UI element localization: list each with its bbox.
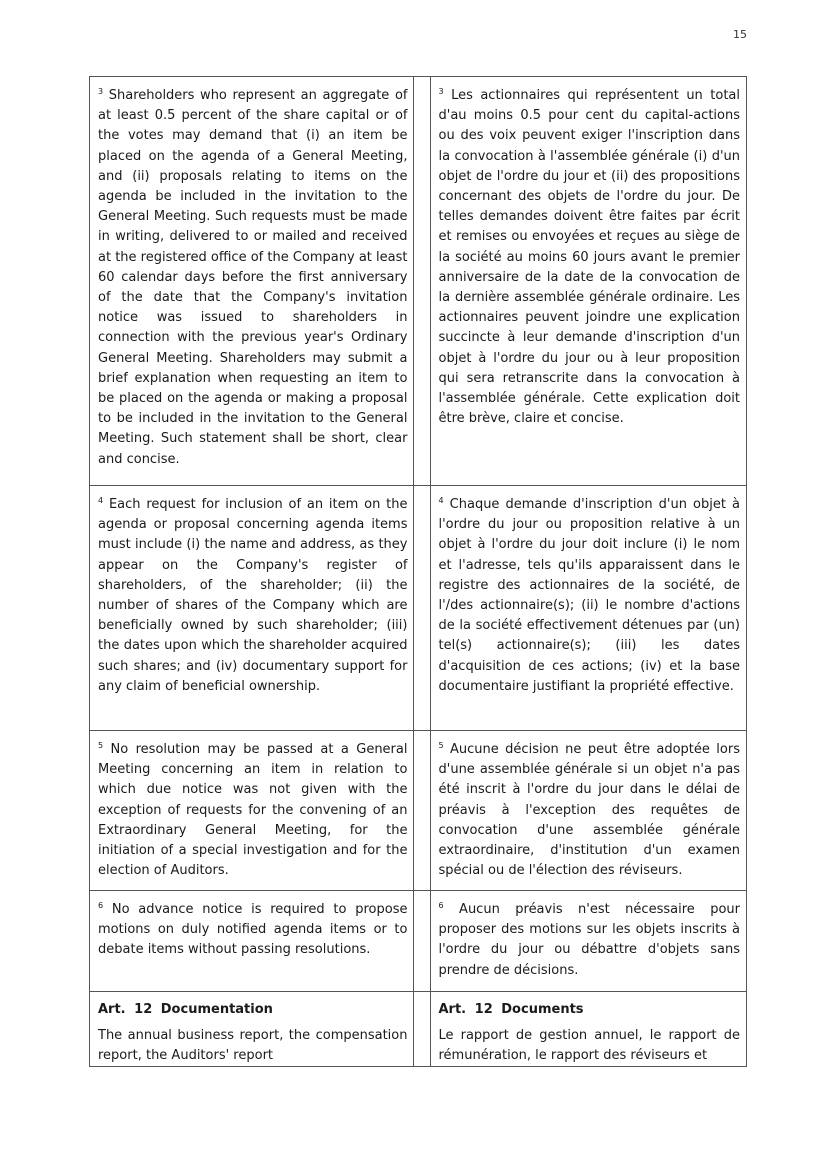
paragraph-text: No resolution may be passed at a General Meeting concerning an item in relation to which due notice was not given with the exception of requests for the convening of an Extraordinary General Meeting, for the initiation of a special investigation and for the election of Auditors. [98, 742, 408, 879]
table-row [90, 731, 747, 891]
french-cell [430, 77, 747, 486]
paragraph-number: 4 [438, 496, 444, 505]
article-block-fr [431, 992, 747, 1066]
french-cell [430, 486, 747, 731]
bilingual-articles-table [89, 76, 747, 1067]
english-cell [90, 77, 414, 486]
paragraph-fr-5 [431, 731, 747, 889]
paragraph-en-4 [90, 486, 413, 705]
article-text: Le rapport de gestion annuel, le rapport de rémunération, le rapport des réviseurs et [438, 1028, 740, 1064]
paragraph-number: 3 [438, 87, 444, 96]
paragraph-number: 5 [438, 741, 444, 750]
paragraph-number: 3 [98, 87, 104, 96]
table-row [90, 486, 747, 731]
paragraph-number: 6 [98, 901, 104, 910]
table-row [90, 992, 747, 1067]
paragraph-number: 4 [98, 496, 104, 505]
column-gap [414, 731, 430, 891]
french-cell [430, 731, 747, 891]
paragraph-text: Each request for inclusion of an item on the agenda or proposal concerning agenda items must include (i) the name and address, as they appear on the Company's register of shareholders, of the shareholder; (ii) the number of shares of the Company which are beneficially owned by such shareholder; (iii) the dates upon which the shareholder acquired such shares; and (iv) documentary support for any claim of beneficial ownership. [98, 497, 408, 694]
article-heading: Art. 12 Documentation [98, 1002, 273, 1017]
paragraph-text: Les actionnaires qui représentent un total d'au moins 0.5 pour cent du capital-actions ou des voix peuvent exiger l'inscription dans la convocation à l'assemblée générale (i) d'un objet de l'ordre du jour et (ii) des propositions concernant des objets de l'ordre du jour. De telles demandes doivent être faites par écrit et remises ou envoyées et reçues au siège de la société au moins 60 jours avant le premier anniversaire de la date de la convocation de la dernière assemblée générale ordinaire. Les actionnaires peuvent joindre une explication succincte à leur demande d'inscription d'un objet à l'ordre du jour ou à leur proposition qui sera retranscrite dans la convocation à l'assemblée générale. Cette explication doit être brève, claire et concise. [438, 88, 740, 427]
paragraph-text: No advance notice is required to propose motions on duly notified agenda items or to debate items without passing resolutions. [98, 902, 408, 958]
paragraph-fr-4 [431, 486, 747, 705]
column-gap [414, 891, 430, 992]
french-cell [430, 992, 747, 1067]
paragraph-text: Aucune décision ne peut être adoptée lors d'une assemblée générale si un objet n'a pas été inscrit à l'ordre du jour dans le délai de préavis à l'exception des requêtes de convocation d'une assemblée générale extraordinaire, d'institution d'un examen spécial ou de l'élection des réviseurs. [438, 742, 740, 879]
paragraph-en-5 [90, 731, 413, 889]
column-gap [414, 486, 430, 731]
english-cell [90, 992, 414, 1067]
paragraph-text: Aucun préavis n'est nécessaire pour proposer des motions sur les objets inscrits à l'ordre du jour ou débattre d'objets sans prendre de décisions. [438, 902, 740, 978]
paragraph-text: Chaque demande d'inscription d'un objet à l'ordre du jour ou proposition relative à un objet à l'ordre du jour doit inclure (i) le nom et l'adresse, tels qu'ils apparaissent dans le registre des actionnaires de la société, de l'/des actionnaire(s); (ii) le nombre d'actions de la société effectivement détenues par (un) tel(s) actionnaire(s); (iii) les dates d'acquisition de ces actions; (iv) et la base documentaire justifiant la propriété effective. [438, 497, 740, 694]
column-gap [414, 77, 430, 486]
paragraph-en-6 [90, 891, 413, 969]
article-block-en [90, 992, 413, 1066]
french-cell [430, 891, 747, 992]
table-row [90, 77, 747, 486]
article-heading: Art. 12 Documents [438, 1002, 584, 1017]
paragraph-text: Shareholders who represent an aggregate of at least 0.5 percent of the share capital or of the votes may demand that (i) an item be placed on the agenda of a General Meeting, and (ii) proposals relating to items on the agenda be included in the invitation to the General Meeting. Such requests must be made in writing, delivered to or mailed and received at the registered office of the Company at least 60 calendar days before the first anniversary of the date that the Company's invitation notice was issued to shareholders in connection with the previous year's Ordinary General Meeting. Shareholders may submit a brief explanation when requesting an item to be placed on the agenda or making a proposal to be included in the invitation to the General Meeting. Such statement shall be short, clear and concise. [98, 88, 408, 467]
paragraph-en-3 [90, 77, 413, 478]
table-row [90, 891, 747, 992]
english-cell [90, 891, 414, 992]
english-cell [90, 731, 414, 891]
column-gap [414, 992, 430, 1067]
paragraph-number: 5 [98, 741, 104, 750]
paragraph-number: 6 [438, 901, 444, 910]
paragraph-fr-6 [431, 891, 747, 989]
page-number: 15 [733, 28, 747, 41]
article-text: The annual business report, the compensation report, the Auditors' report [98, 1028, 408, 1064]
english-cell [90, 486, 414, 731]
paragraph-fr-3 [431, 77, 747, 437]
